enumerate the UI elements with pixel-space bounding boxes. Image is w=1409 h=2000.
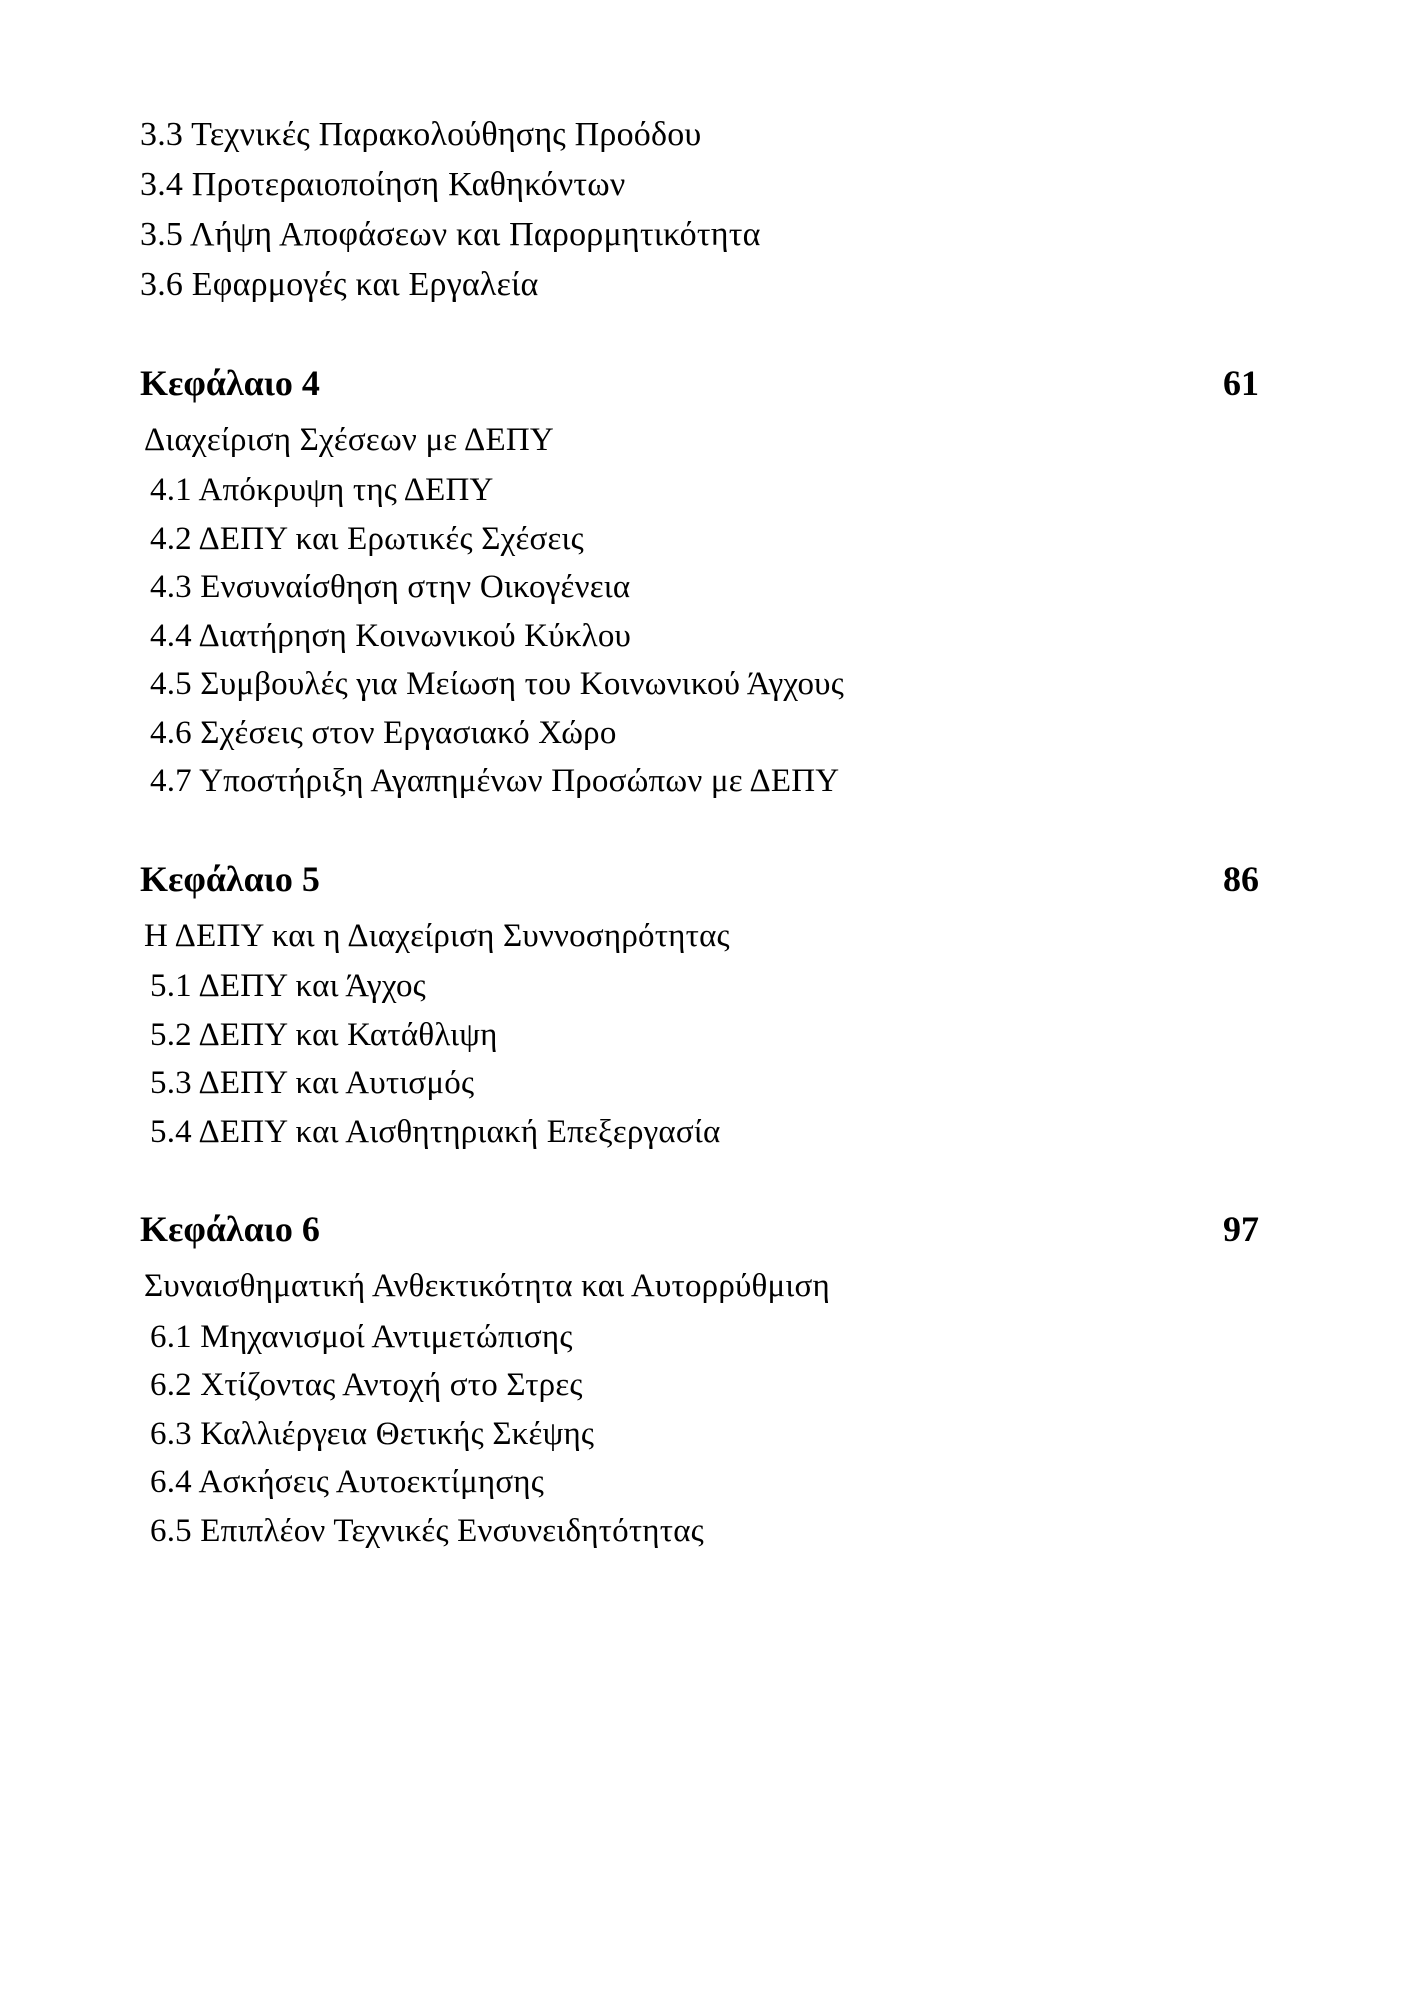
chapter-sections (140, 466, 1259, 806)
toc-entry: 6.1 Μηχανισμοί Αντιμετώπισης (150, 1318, 573, 1355)
toc-entry: 6.3 Καλλιέργεια Θετικής Σκέψης (150, 1415, 595, 1452)
chapter-title: Κεφάλαιο 4 (140, 362, 320, 403)
toc-entry: 4.6 Σχέσεις στον Εργασιακό Χώρο (150, 714, 617, 751)
toc-entry: 3.5 Λήψη Αποφάσεων και Παρορμητικότητα (140, 215, 761, 253)
chapter-heading (140, 1208, 1259, 1250)
toc-entry: 6.5 Επιπλέον Τεχνικές Ενσυνειδητότητας (150, 1512, 704, 1549)
toc-entry: 4.4 Διατήρηση Κοινωνικού Κύκλου (150, 617, 632, 654)
toc-entry: 4.1 Απόκρυψη της ΔΕΠΥ (150, 472, 494, 509)
chapter-page-number: 86 (1223, 858, 1259, 899)
toc-entry: 6.4 Ασκήσεις Αυτοεκτίμησης (150, 1464, 545, 1501)
chapter-heading (140, 362, 1259, 404)
table-of-contents (140, 110, 1259, 1555)
chapter-block (140, 1208, 1259, 1555)
toc-entry: 3.3 Τεχνικές Παρακολούθησης Προόδου (140, 116, 702, 153)
chapter-page-number: 97 (1223, 1209, 1259, 1250)
toc-entry: 4.5 Συμβουλές για Μείωση του Κοινωνικού Άγχους (150, 666, 844, 703)
toc-entry: 5.2 ΔΕΠΥ και Κατάθλιψη (150, 1016, 498, 1053)
toc-entry: 4.2 ΔΕΠΥ και Ερωτικές Σχέσεις (150, 520, 584, 557)
toc-entry: 4.7 Υποστήριξη Αγαπημένων Προσώπων με ΔΕΠΥ (150, 763, 840, 800)
toc-entry: 5.4 ΔΕΠΥ και Αισθητηριακή Επεξεργασία (150, 1113, 721, 1150)
chapter-sections (140, 962, 1259, 1156)
chapter-title: Κεφάλαιο 6 (140, 1209, 320, 1250)
chapter-subtitle: Διαχείριση Σχέσεων με ΔΕΠΥ (144, 421, 554, 458)
toc-entry: 5.3 ΔΕΠΥ και Αυτισμός (150, 1065, 475, 1102)
chapter-subtitle: Η ΔΕΠΥ και η Διαχείριση Συννοσηρότητας (144, 917, 730, 954)
toc-entry: 4.3 Ενσυναίσθηση στην Οικογένεια (150, 569, 631, 606)
continued-sections-group (140, 110, 1259, 310)
toc-entry: 3.6 Εφαρμογές και Εργαλεία (140, 265, 539, 303)
chapter-page-number: 61 (1223, 362, 1259, 403)
chapter-sections (140, 1313, 1259, 1556)
chapter-heading (140, 858, 1259, 900)
toc-entry: 3.4 Προτεραιοποίηση Καθηκόντων (140, 165, 626, 203)
chapter-subtitle: Συναισθηματική Ανθεκτικότητα και Αυτορρύθμιση (144, 1268, 830, 1305)
chapter-block (140, 362, 1259, 806)
chapter-block (140, 858, 1259, 1157)
toc-entry: 6.2 Χτίζοντας Αντοχή στο Στρες (150, 1367, 583, 1404)
toc-entry: 5.1 ΔΕΠΥ και Άγχος (150, 968, 426, 1005)
chapter-title: Κεφάλαιο 5 (140, 858, 320, 899)
